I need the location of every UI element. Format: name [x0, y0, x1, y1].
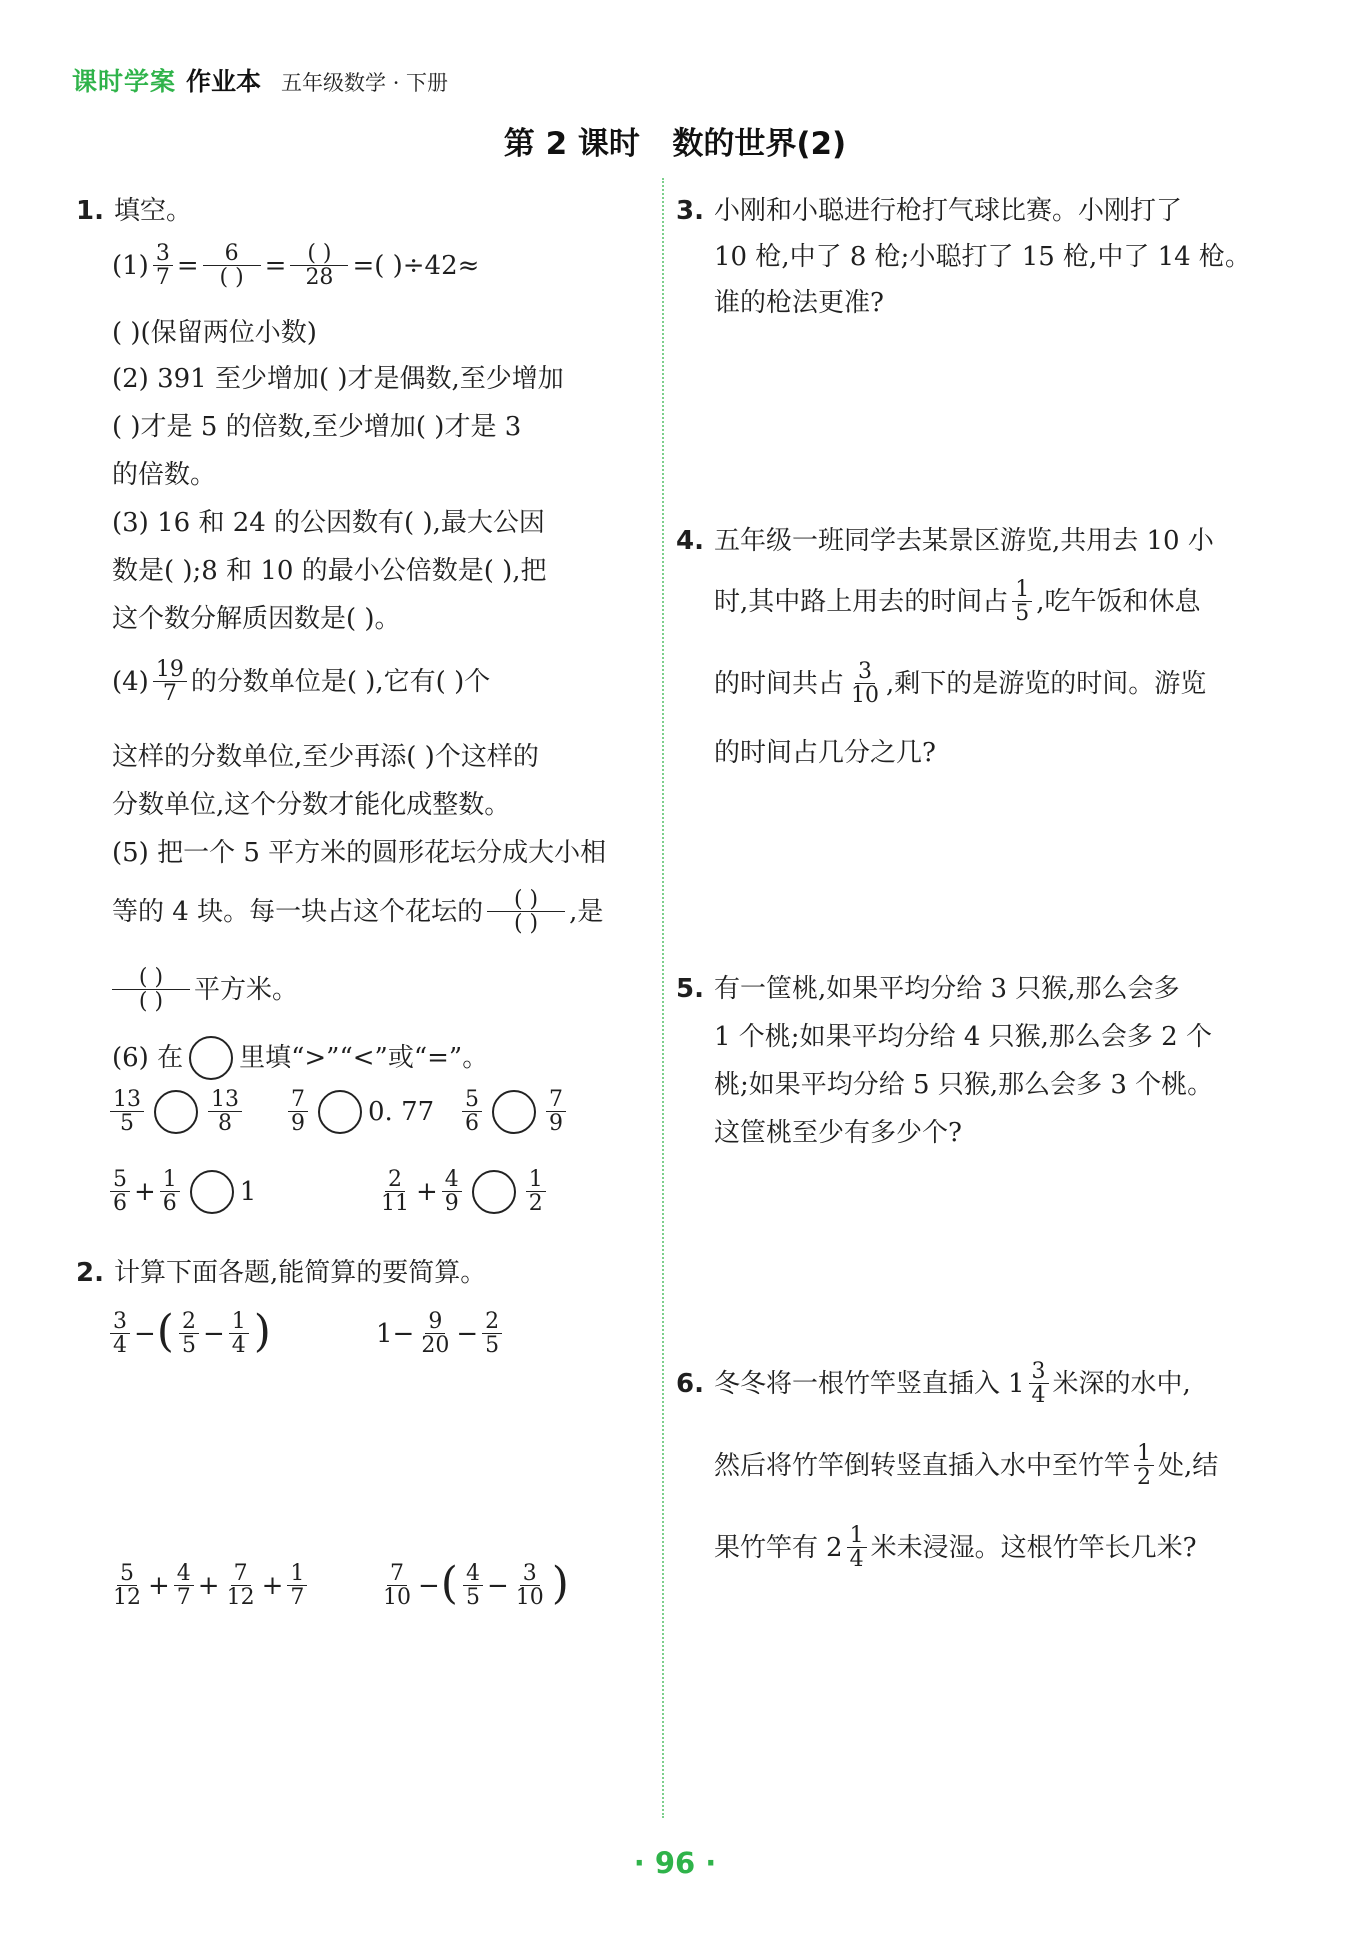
- numerator: 3: [520, 1562, 540, 1586]
- fraction-blank-denominator: [203, 242, 261, 289]
- denominator: 7: [290, 1585, 305, 1611]
- fraction: [153, 658, 187, 705]
- comparison-item: [458, 1088, 570, 1135]
- denominator: 5: [485, 1333, 500, 1359]
- part5-text-b: ,是: [569, 896, 604, 927]
- comparison-item: [106, 1088, 246, 1135]
- question-label: 填空。: [113, 196, 192, 226]
- numerator: 1: [847, 1524, 867, 1548]
- q1-part3-line1[interactable]: (3) 16 和 24 的公因数有( ),最大公因: [112, 508, 545, 538]
- numerator: 2: [385, 1168, 405, 1192]
- numerator: 3: [153, 242, 173, 266]
- right-paren: ): [551, 1557, 569, 1609]
- numerator: 1: [1134, 1442, 1154, 1466]
- division-approx-blank[interactable]: =( )÷42≈: [352, 250, 480, 281]
- numerator: 5: [110, 1168, 130, 1192]
- question-number: 3.: [676, 196, 704, 226]
- decimal-value: 0. 77: [368, 1096, 435, 1127]
- minus-sign: −: [134, 1318, 156, 1349]
- left-paren: (: [440, 1557, 458, 1609]
- denominator: 4: [113, 1333, 127, 1359]
- column-divider: [662, 178, 664, 1818]
- comparison-item: [374, 1168, 550, 1215]
- mixed-number: [826, 1524, 871, 1571]
- question-6-line3: [714, 1524, 1197, 1571]
- question-text: ,剩下的是游览的时间。游览: [886, 668, 1207, 699]
- denominator: 28: [305, 265, 334, 291]
- question-text: 米未浸湿。这根竹竿长几米?: [870, 1532, 1197, 1563]
- denominator: 12: [226, 1585, 255, 1611]
- question-4-line2: [714, 578, 1201, 625]
- denominator: 9: [444, 1191, 459, 1217]
- denominator: 2: [1137, 1465, 1152, 1491]
- numerator: 9: [425, 1310, 445, 1334]
- part5-text-c: 平方米。: [194, 974, 299, 1005]
- denominator: 11: [381, 1191, 409, 1217]
- q1-part2-line3: 的倍数。: [112, 460, 217, 490]
- right-paren: ): [253, 1305, 271, 1357]
- mixed-number: [1008, 1360, 1053, 1407]
- denominator: 10: [383, 1585, 411, 1611]
- numerator: 3: [110, 1310, 130, 1334]
- q1-part1-line1: [112, 242, 479, 289]
- numerator: 3: [1029, 1360, 1049, 1384]
- answer-circle[interactable]: [154, 1090, 198, 1134]
- numerator: 7: [288, 1088, 308, 1112]
- numerator: 3: [855, 660, 875, 684]
- fraction-blank[interactable]: [487, 888, 565, 935]
- numerator: 19: [153, 658, 187, 682]
- numerator-blank[interactable]: ( ): [513, 887, 539, 912]
- question-text: 冬冬将一根竹竿竖直插入: [713, 1368, 1000, 1399]
- numerator: 1: [229, 1310, 249, 1334]
- question-3-line2: 10 枪,中了 8 枪;小聪打了 15 枪,中了 14 枪。: [714, 242, 1251, 272]
- page-header: [72, 62, 448, 98]
- lesson-title: 第 2 课时 数的世界(2): [503, 126, 847, 162]
- denominator: 6: [465, 1111, 479, 1137]
- numerator: 7: [387, 1562, 407, 1586]
- denominator: 6: [113, 1191, 127, 1217]
- question-4-line1: [676, 528, 1214, 554]
- denominator-blank[interactable]: ( ): [219, 265, 244, 291]
- denominator: 6: [162, 1191, 177, 1217]
- denominator: 10: [851, 683, 880, 709]
- denominator: 5: [465, 1585, 480, 1611]
- denominator: 5: [120, 1111, 134, 1137]
- question-4-line4: 的时间占几分之几?: [714, 738, 936, 768]
- question-text: 果竹竿有: [714, 1532, 819, 1563]
- question-text: 的时间共占: [714, 668, 845, 699]
- grade-subject: 五年级数学 · 下册: [281, 71, 449, 95]
- denominator: 10: [515, 1585, 544, 1611]
- numerator: 13: [110, 1088, 144, 1112]
- part5-text-a: 等的 4 块。每一块占这个花坛的: [112, 896, 484, 927]
- question-5-line4: 这筐桃至少有多少个?: [714, 1118, 962, 1148]
- numerator: 6: [224, 241, 239, 266]
- q1-part5-line2[interactable]: [112, 888, 603, 935]
- numerator: 1: [1012, 578, 1032, 602]
- q1-part4-line2[interactable]: 这样的分数单位,至少再添( )个这样的: [112, 742, 539, 772]
- compare-circle-icon: [189, 1036, 233, 1080]
- book-type: 作业本: [186, 67, 262, 96]
- part-tag: (4): [112, 666, 149, 697]
- q1-part4-line3: 分数单位,这个分数才能化成整数。: [112, 790, 511, 820]
- question-text: 有一筐桃,如果平均分给 3 只猴,那么会多: [713, 974, 1180, 1004]
- minus-sign: −: [418, 1570, 440, 1601]
- q1-part2-line1[interactable]: (2) 391 至少增加( )才是偶数,至少增加: [112, 364, 564, 394]
- plus-sign: +: [416, 1176, 438, 1207]
- question-number: 2.: [76, 1258, 104, 1288]
- minus-sign: −: [202, 1318, 225, 1349]
- q1-part4-line1[interactable]: [112, 658, 490, 705]
- denominator: 4: [849, 1547, 864, 1573]
- plus-sign: +: [261, 1570, 284, 1601]
- answer-circle[interactable]: [472, 1170, 516, 1214]
- q1-part2-line2[interactable]: ( )才是 5 的倍数,至少增加( )才是 3: [112, 412, 522, 442]
- denominator: 7: [162, 681, 177, 707]
- page-number: · 96 ·: [633, 1846, 717, 1880]
- numerator-blank[interactable]: ( ): [138, 965, 164, 990]
- part4-text[interactable]: 的分数单位是( ),它有( )个: [190, 666, 491, 697]
- numerator: 1: [526, 1168, 546, 1192]
- whole-part: 2: [826, 1532, 843, 1563]
- question-text: 处,结: [1158, 1450, 1219, 1481]
- numerator: 5: [117, 1562, 137, 1586]
- question-6-line2: [714, 1442, 1218, 1489]
- numerator: 7: [231, 1562, 251, 1586]
- question-text: 小刚和小聪进行枪打气球比赛。小刚打了: [713, 196, 1182, 226]
- numerator: 1: [287, 1562, 307, 1586]
- numerator: 4: [174, 1562, 194, 1586]
- denominator: 20: [421, 1333, 450, 1359]
- question-3-line3: 谁的枪法更准?: [714, 288, 884, 318]
- fraction-blank[interactable]: [112, 966, 190, 1013]
- question-5-line2: 1 个桃;如果平均分给 4 只猴,那么会多 2 个: [714, 1022, 1212, 1052]
- part-tag: (6) 在: [112, 1043, 184, 1073]
- question-text: 米深的水中,: [1052, 1368, 1191, 1399]
- minus-sign: −: [392, 1318, 415, 1349]
- numerator: 13: [208, 1088, 242, 1112]
- numerator: 2: [179, 1310, 199, 1334]
- comparison-item: [284, 1088, 434, 1135]
- question-text: 然后将竹竿倒转竖直插入水中至竹竿: [714, 1450, 1131, 1481]
- expression-1: [106, 1305, 272, 1359]
- denominator: 5: [181, 1333, 196, 1359]
- denominator: 7: [176, 1585, 191, 1611]
- q1-part1-line2[interactable]: ( )(保留两位小数): [112, 318, 317, 348]
- denominator: 2: [528, 1191, 543, 1217]
- numerator: 7: [546, 1088, 566, 1112]
- equals-sign: =: [264, 250, 287, 281]
- comparison-item: [106, 1168, 256, 1215]
- leading-number: 1: [376, 1318, 393, 1349]
- question-number: 4.: [676, 526, 704, 556]
- question-label: 计算下面各题,能简算的要简算。: [113, 1258, 487, 1288]
- question-number: 5.: [676, 974, 704, 1004]
- denominator: 5: [1015, 601, 1030, 627]
- question-2-heading: [76, 1260, 486, 1286]
- numerator-blank[interactable]: ( ): [307, 241, 332, 266]
- numerator: 4: [463, 1562, 483, 1586]
- numerator: 5: [462, 1088, 482, 1112]
- denominator-blank[interactable]: ( ): [138, 989, 164, 1015]
- fraction: [153, 242, 173, 289]
- whole-part: 1: [1007, 1368, 1025, 1399]
- denominator: 7: [155, 265, 170, 291]
- question-1-heading: [76, 198, 192, 224]
- question-number: 1.: [76, 196, 104, 226]
- numerator: 1: [160, 1168, 180, 1192]
- expression-4: [376, 1557, 570, 1611]
- equals-sign: =: [176, 250, 199, 281]
- numerator: 2: [482, 1310, 502, 1334]
- q1-part6-heading: [112, 1036, 488, 1080]
- minus-sign: −: [456, 1318, 479, 1349]
- denominator: 12: [113, 1585, 141, 1611]
- question-number: 6.: [676, 1368, 704, 1399]
- q1-part3-line3[interactable]: 这个数分解质因数是( )。: [112, 604, 401, 634]
- denominator: 9: [549, 1111, 563, 1137]
- question-3-line1: [676, 198, 1182, 224]
- denominator: 9: [291, 1111, 305, 1137]
- integer-value: 1: [239, 1176, 257, 1207]
- question-6-line1: [676, 1360, 1191, 1407]
- answer-circle[interactable]: [492, 1090, 536, 1134]
- question-4-line3: [714, 660, 1206, 707]
- part-tag: (1): [112, 250, 149, 281]
- plus-sign: +: [134, 1176, 156, 1207]
- plus-sign: +: [148, 1570, 170, 1601]
- numerator: 4: [442, 1168, 462, 1192]
- question-text: 五年级一班同学去某景区游览,共用去 10 小: [713, 526, 1214, 556]
- plus-sign: +: [197, 1570, 220, 1601]
- denominator: 4: [231, 1333, 246, 1359]
- denominator: 8: [218, 1111, 232, 1137]
- denominator-blank[interactable]: ( ): [513, 911, 539, 937]
- q1-part5-line3[interactable]: [112, 966, 298, 1013]
- expression-2: [376, 1310, 506, 1357]
- brand-name: 课时学案: [72, 67, 177, 96]
- fraction-blank-numerator: [290, 242, 348, 289]
- minus-sign: −: [486, 1570, 509, 1601]
- answer-circle[interactable]: [190, 1170, 234, 1214]
- question-text: ,吃午饭和休息: [1036, 586, 1201, 617]
- left-paren: (: [156, 1305, 174, 1357]
- q1-part5-line1: (5) 把一个 5 平方米的圆形花坛分成大小相: [112, 838, 607, 868]
- answer-circle[interactable]: [318, 1090, 362, 1134]
- part6-instruction: 里填“>”“<”或“=”。: [239, 1043, 489, 1073]
- expression-3: [106, 1562, 311, 1609]
- question-5-line1: [676, 976, 1180, 1002]
- question-5-line3: 桃;如果平均分给 5 只猴,那么会多 3 个桃。: [714, 1070, 1214, 1100]
- question-text: 时,其中路上用去的时间占: [714, 586, 1009, 617]
- q1-part3-line2[interactable]: 数是( );8 和 10 的最小公倍数是( ),把: [112, 556, 547, 586]
- denominator: 4: [1031, 1383, 1046, 1409]
